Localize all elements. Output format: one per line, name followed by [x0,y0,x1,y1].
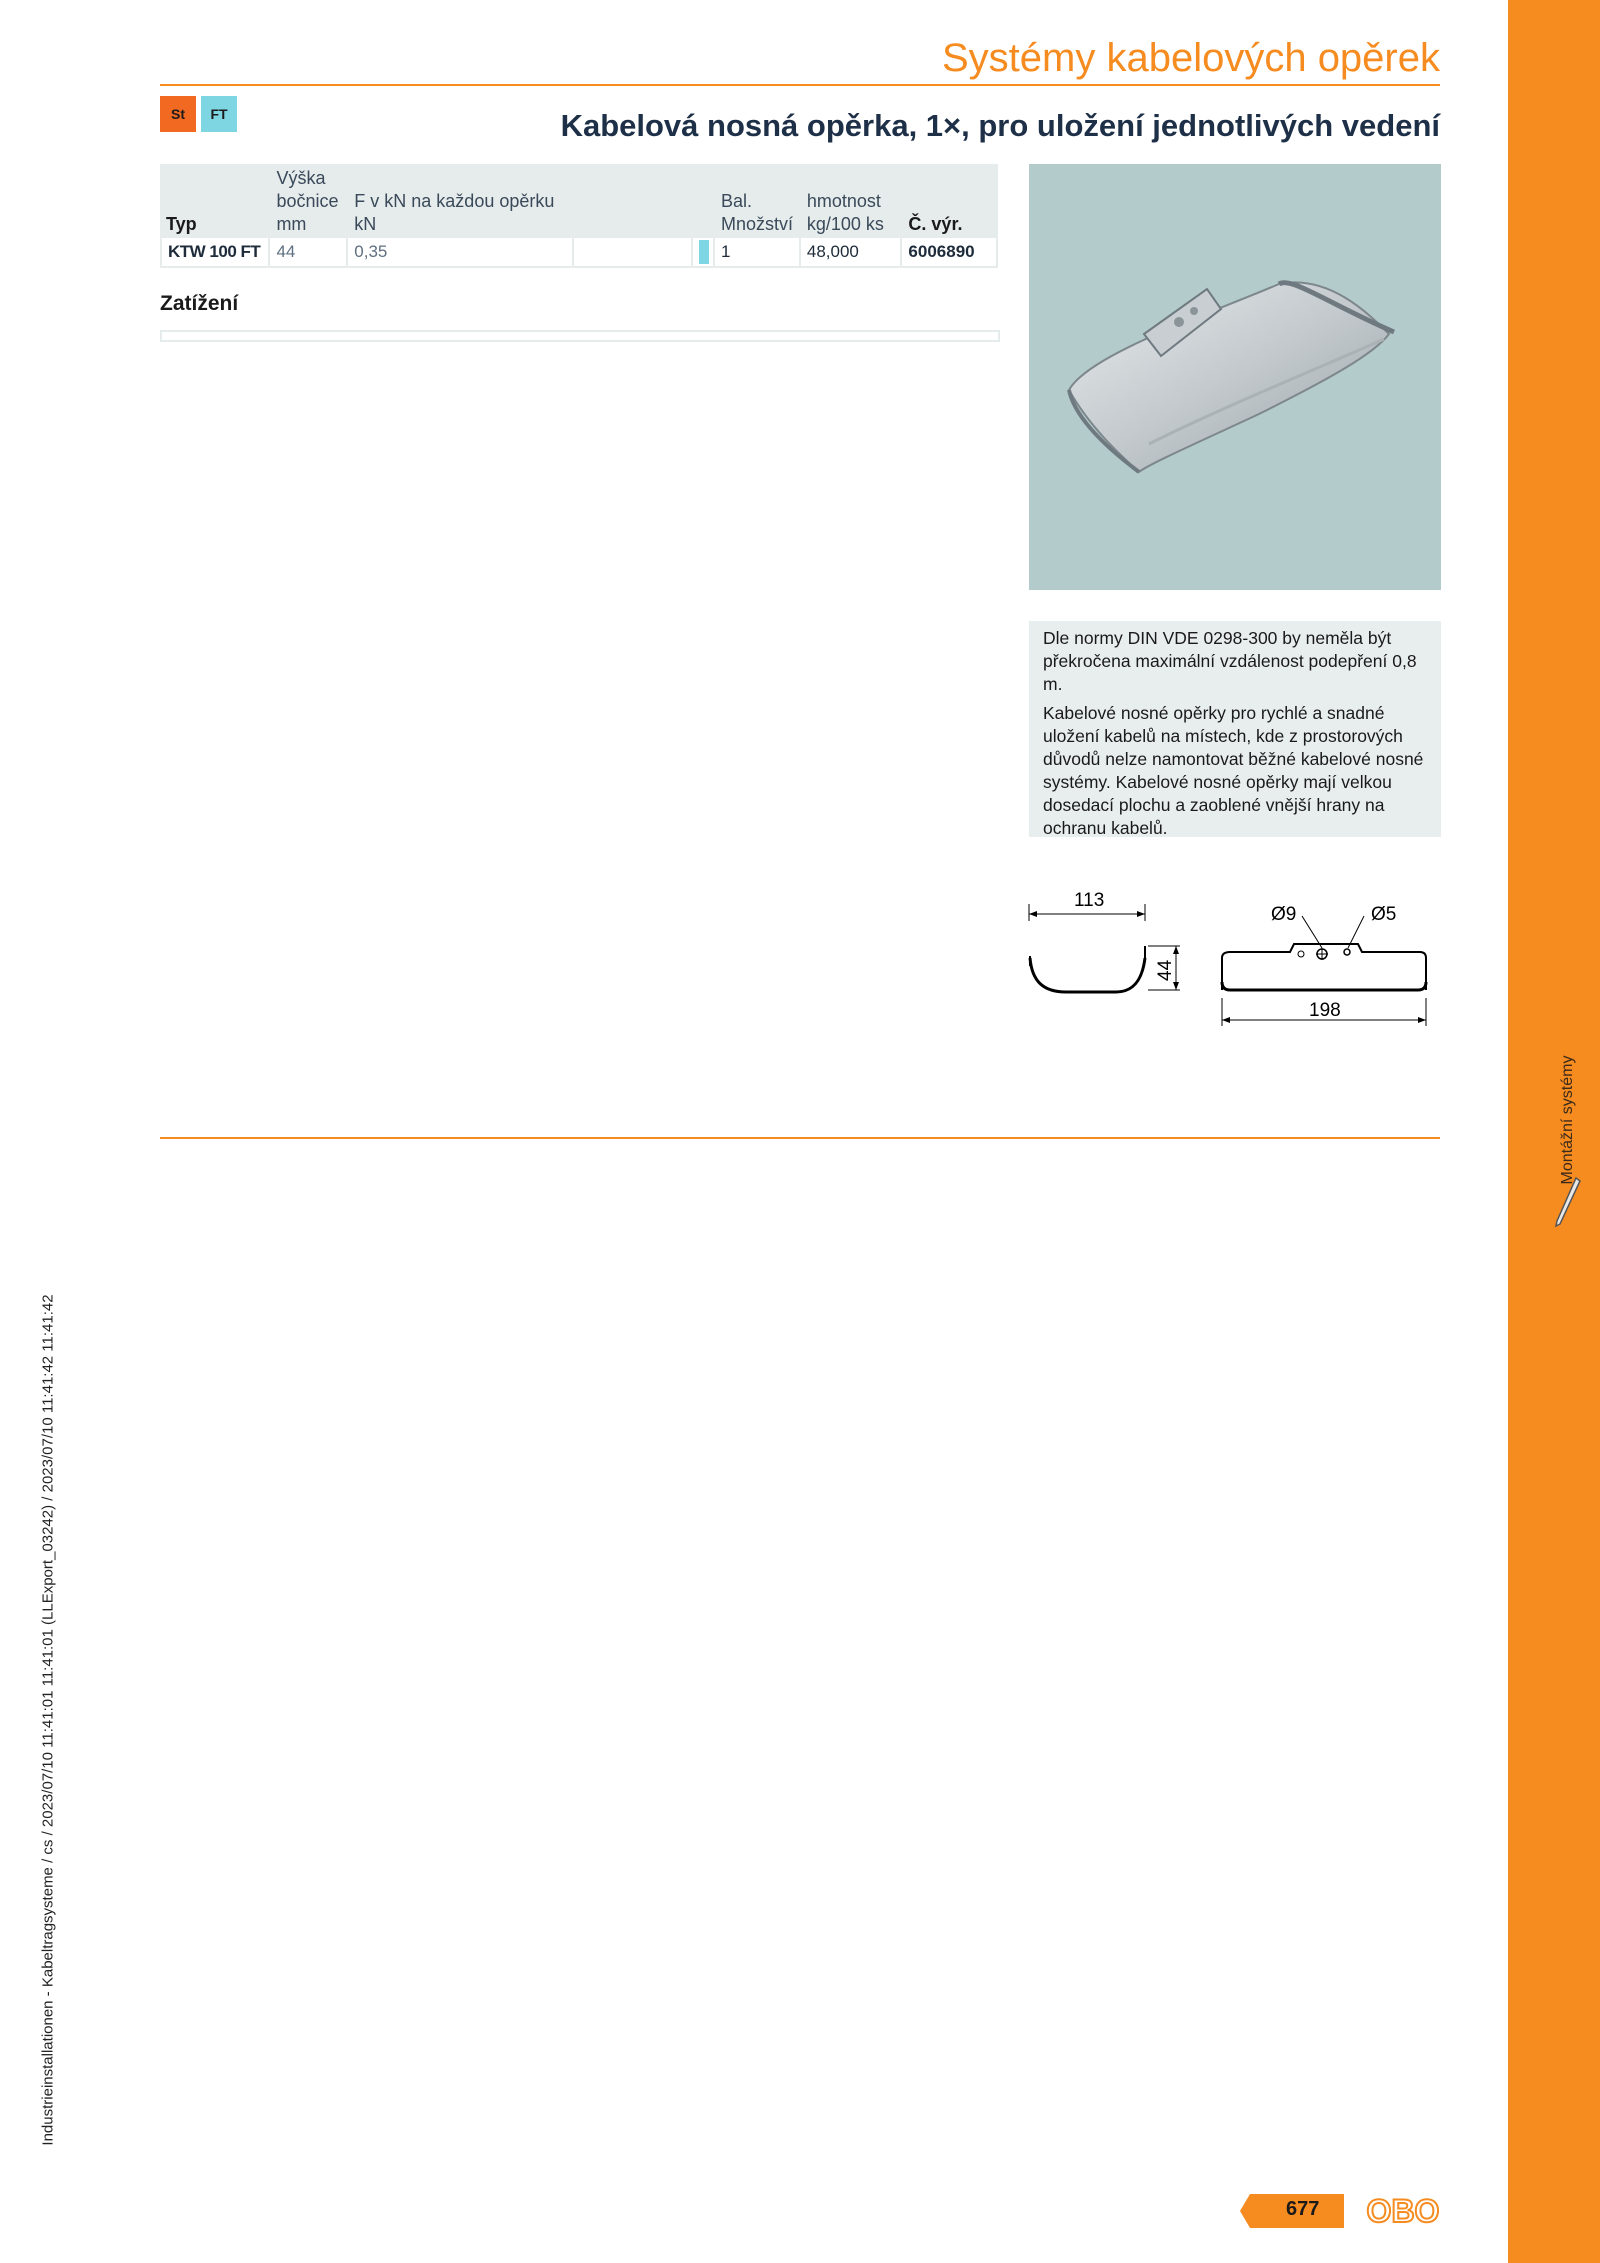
dim-height: 44 [1155,959,1176,981]
title-rule [160,84,1440,86]
cell-type: KTW 100 FT [160,238,270,268]
cell-weight: 48,000 [801,238,903,268]
load-table [160,330,1000,342]
cell-height: 44 [270,238,348,268]
product-photo [1029,164,1441,590]
section-title: Systémy kabelových opěrek [941,36,1440,80]
dim-width: 113 [1074,890,1105,911]
col-pack-header: Bal. Množství [715,164,801,238]
load-heading: Zatížení [160,292,239,315]
dim-hole-small: Ø5 [1371,904,1397,925]
col-type-header: Typ [160,164,270,238]
col-article-header: Č. výr. [902,164,998,238]
finish-badge-ft: FT [201,96,237,132]
cell-marker [693,238,715,268]
pencil-icon [1552,1176,1582,1228]
bottom-rule [160,1137,1440,1139]
material-badge-st: St [160,96,196,132]
footer-export-info: Industrieinstallationen - Kabeltragsysteme / cs / 2023/07/10 11:41:01 11:41:01 (LLExport_03242) / 2023/07/10 11:41:42 11:41:42 [39,1294,57,2146]
svg-text:OBO: OBO [1366,2194,1440,2228]
side-color-bar [1508,0,1600,2263]
side-section-label: Montážní systémy [1559,1055,1576,1185]
col-marker-header [693,164,715,238]
cell-empty [574,238,693,268]
cell-pack: 1 [715,238,801,268]
info-paragraph: Dle normy DIN VDE 0298-300 by neměla být překročena maximální vzdálenost podepření 0,8 m. [1043,628,1417,694]
col-force-header: F v kN na každou opěrku kN [348,164,693,238]
table-row [160,238,998,268]
col-height-header: Výška bočnice mm [270,164,348,238]
table-header-row [160,164,998,238]
technical-drawing [1026,886,1446,1036]
dim-length: 198 [1309,1000,1341,1021]
dim-hole-large: Ø9 [1271,904,1297,925]
col-weight-header: hmotnost kg/100 ks [801,164,903,238]
product-title: Kabelová nosná opěrka, 1×, pro uložení jednotlivých vedení [560,108,1440,143]
cell-force: 0,35 [348,238,573,268]
info-paragraph: Kabelové nosné opěrky pro rychlé a snadné uložení kabelů na místech, kde z prostorových důvodů nelze namontovat běžné kabelové nosné systémy. Kabelové nosné opěrky mají velkou dosedací plochu a zaoblené vnější hrany na ochranu kabelů. [1043,703,1424,838]
info-box [1029,621,1441,837]
cell-article: 6006890 [902,238,998,268]
spec-table [160,164,998,268]
color-marker [699,240,709,264]
cable-support-image [1029,164,1441,590]
obo-logo [1364,2194,1442,2228]
page-number: 677 [1286,2198,1320,2220]
